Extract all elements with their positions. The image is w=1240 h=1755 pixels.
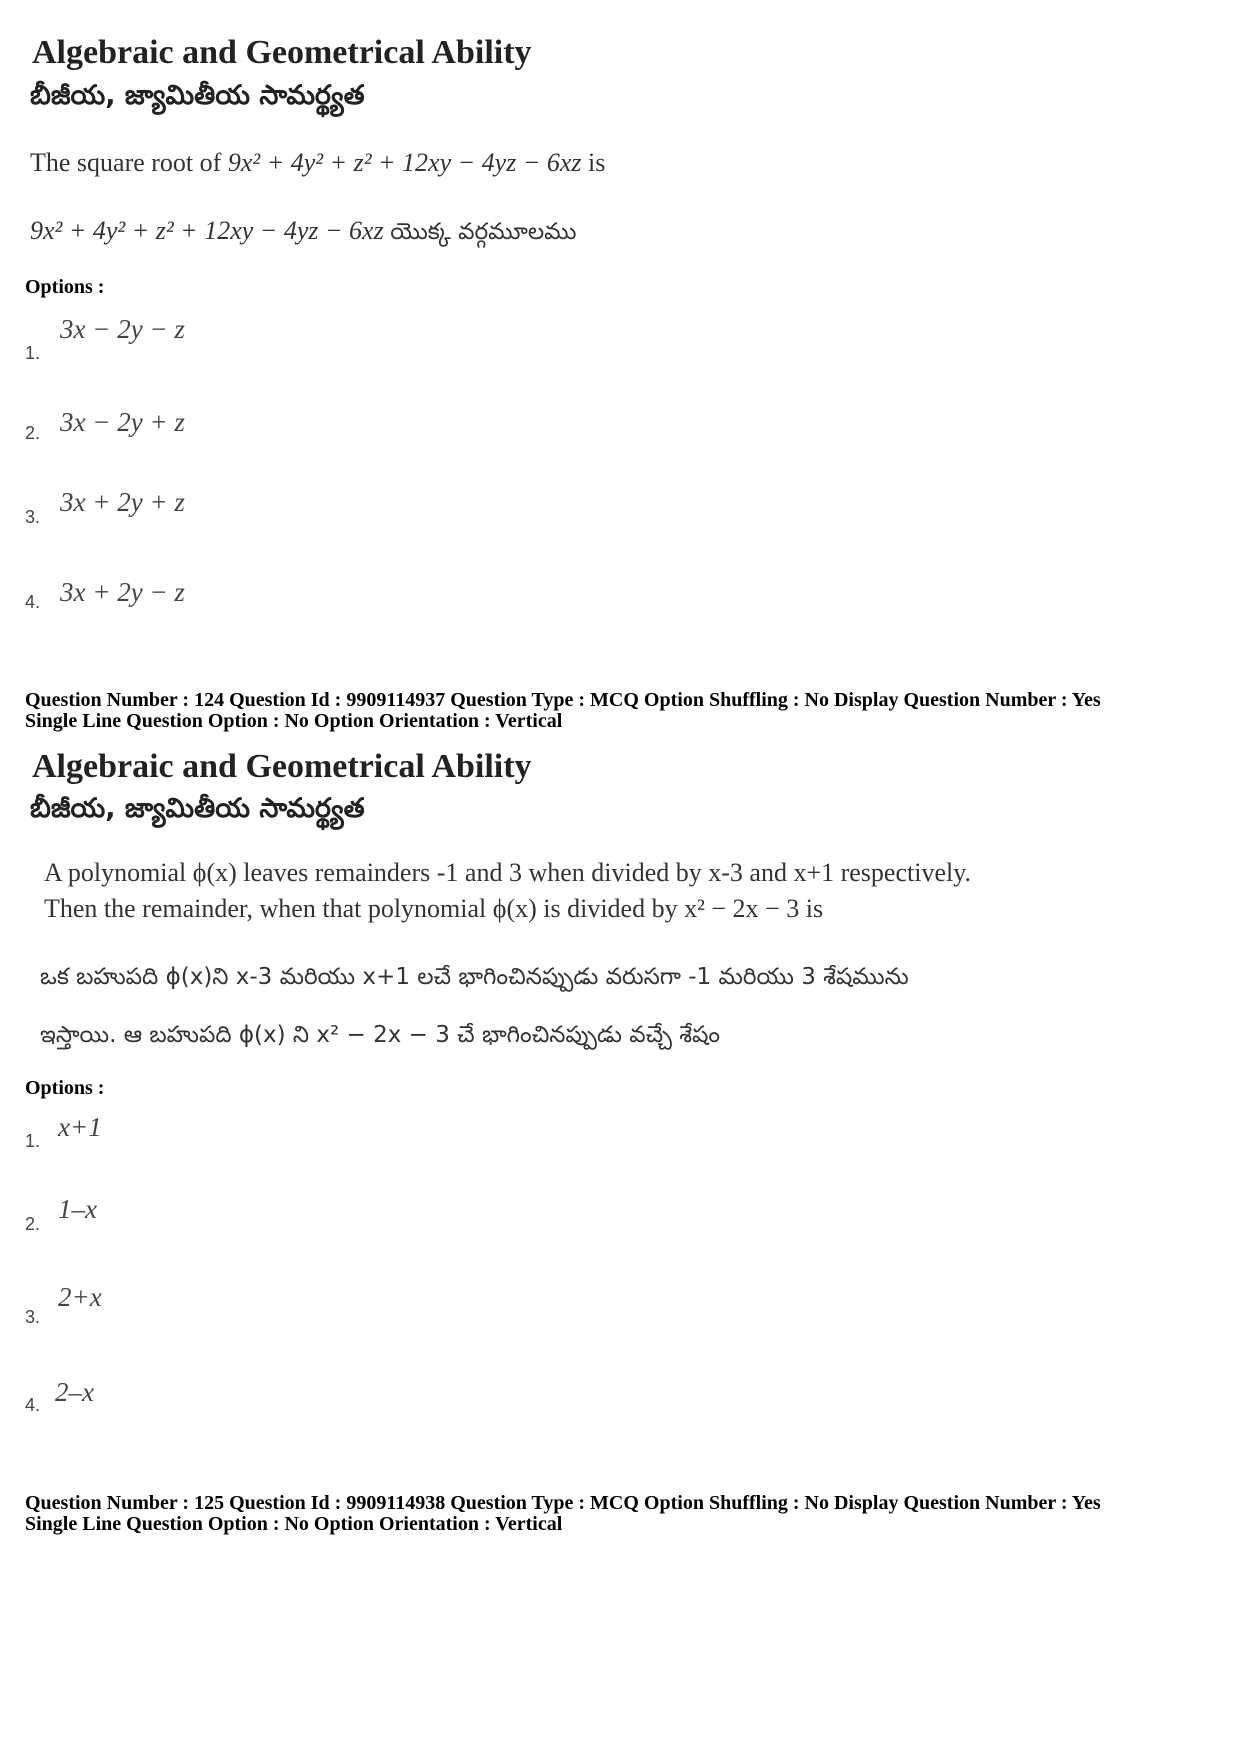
option-number: 4. <box>25 1395 41 1415</box>
question-meta-line1: Question Number : 125 Question Id : 9909114938 Question Type : MCQ Option Shuffling : No Display Question Number : Yes <box>25 1492 1101 1514</box>
option-value[interactable]: 2–x <box>55 1377 94 1407</box>
question-meta-line2: Single Line Question Option : No Option Orientation : Vertical <box>25 710 563 732</box>
question-prefix: The square root of <box>30 148 222 177</box>
question-expression-te: 9x² + 4y² + z² + 12xy − 4yz − 6xz <box>30 216 384 245</box>
option-value[interactable]: 3x + 2y + z <box>60 487 185 517</box>
section-title: Algebraic and Geometrical Ability <box>32 748 532 785</box>
question-text-english-line2: Then the remainder, when that polynomial ϕ(x) is divided by x² − 2x − 3 is <box>44 894 824 923</box>
question-text-telugu-line1: ఒక బహుపది ϕ(x)ని x-3 మరియు x+1 లచే భాగించినప్పుడు వరుసగా -1 మరియు 3 శేషమును <box>40 964 909 990</box>
option-number: 2. <box>25 423 41 443</box>
option-number: 4. <box>25 592 41 612</box>
section-subtitle-telugu: బీజీయ, జ్యామితీయ సామర్థ్యత <box>30 80 365 111</box>
question-te-suffix: యొక్క వర్గమూలము <box>390 219 577 245</box>
option-number: 2. <box>25 1214 41 1234</box>
option-value[interactable]: 3x − 2y − z <box>60 314 185 344</box>
section-title: Algebraic and Geometrical Ability <box>32 34 532 71</box>
options-label: Options : <box>25 276 105 298</box>
question-meta-line2: Single Line Question Option : No Option Orientation : Vertical <box>25 1513 563 1535</box>
question-text-telugu <box>30 216 576 251</box>
question-text-telugu-line2: ఇస్తాయి. ఆ బహుపది ϕ(x) ని x² − 2x − 3 చే భాగించినప్పుడు వచ్చే శేషం <box>40 1022 721 1048</box>
question-meta <box>25 1493 1101 1535</box>
question-text-english <box>30 148 605 178</box>
question-suffix: is <box>588 148 606 177</box>
option-number: 1. <box>25 343 41 363</box>
option-value[interactable]: 1–x <box>58 1194 97 1224</box>
option-value[interactable]: 3x − 2y + z <box>60 407 185 437</box>
option-value[interactable]: 3x + 2y − z <box>60 577 185 607</box>
option-number: 1. <box>25 1131 41 1151</box>
section-subtitle-telugu: బీజీయ, జ్యామితీయ సామర్థ్యత <box>30 793 365 824</box>
option-number: 3. <box>25 507 41 527</box>
option-value[interactable]: 2+x <box>58 1282 102 1312</box>
question-meta <box>25 690 1101 732</box>
option-number: 3. <box>25 1307 41 1327</box>
options-label: Options : <box>25 1077 105 1099</box>
option-value[interactable]: x+1 <box>58 1112 102 1142</box>
question-meta-line1: Question Number : 124 Question Id : 9909114937 Question Type : MCQ Option Shuffling : No Display Question Number : Yes <box>25 689 1101 711</box>
question-expression: 9x² + 4y² + z² + 12xy − 4yz − 6xz <box>227 148 582 177</box>
question-text-english-line1: A polynomial ϕ(x) leaves remainders -1 and 3 when divided by x-3 and x+1 respectively. <box>44 858 972 887</box>
